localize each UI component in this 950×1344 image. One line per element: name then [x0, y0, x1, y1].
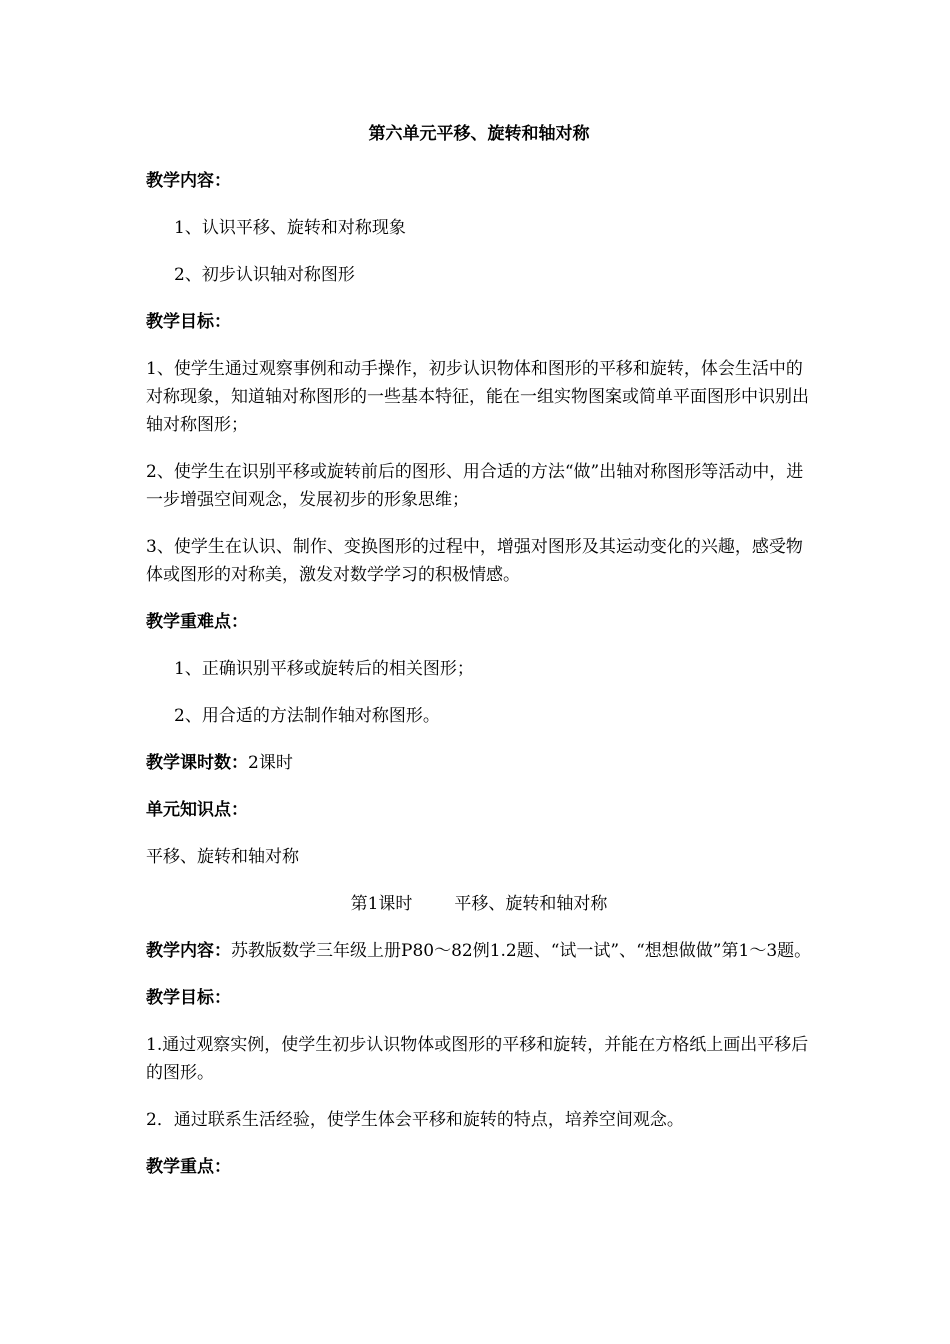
class-hours-value: 2课时 [248, 753, 293, 773]
lesson-content-text: 苏教版数学三年级上册P80～82例1.2题、“试一试”、“想想做做”第1～3题。 [231, 941, 812, 961]
section-heading-key-points: 教学重难点： [146, 612, 248, 632]
lesson-goal-1: 1.通过观察实例，使学生初步认识物体或图形的平移和旋转，并能在方格纸上画出平移后的图形。 [146, 1035, 809, 1083]
lesson-goal-2: 2．通过联系生活经验，使学生体会平移和旋转的特点，培养空间观念。 [146, 1110, 684, 1130]
section-heading-content: 教学内容： [146, 171, 231, 191]
lesson-content-line [146, 937, 812, 965]
lesson-title [146, 890, 812, 918]
lesson-key-heading: 教学重点： [146, 1157, 231, 1177]
key-point-item-2: 2、用合适的方法制作轴对称图形。 [174, 706, 440, 726]
content-item-2: 2、初步认识轴对称图形 [174, 265, 355, 285]
document-title: 第六单元平移、旋转和轴对称 [368, 124, 590, 144]
knowledge-text: 平移、旋转和轴对称 [146, 847, 299, 867]
lesson-goals-heading: 教学目标： [146, 988, 231, 1008]
key-point-item-1: 1、正确识别平移或旋转后的相关图形； [174, 659, 474, 679]
section-heading-knowledge: 单元知识点： [146, 800, 248, 820]
goal-paragraph-3: 3、使学生在认识、制作、变换图形的过程中，增强对图形及其运动变化的兴趣，感受物体或图形的对称美，激发对数学学习的积极情感。 [146, 537, 803, 585]
lesson-number: 第1课时 [350, 894, 413, 914]
class-hours-line [146, 749, 812, 777]
goal-paragraph-1: 1、使学生通过观察事例和动手操作，初步认识物体和图形的平移和旋转，体会生活中的对称现象，知道轴对称图形的一些基本特征，能在一组实物图案或简单平面图形中识别出轴对称图形； [146, 359, 809, 435]
goal-paragraph-2: 2、使学生在识别平移或旋转前后的图形、用合适的方法“做”出轴对称图形等活动中，进一步增强空间观念，发展初步的形象思维； [146, 462, 804, 510]
content-item-1: 1、认识平移、旋转和对称现象 [174, 218, 406, 238]
document-page [146, 120, 812, 1200]
lesson-name: 平移、旋转和轴对称 [454, 894, 608, 914]
section-heading-goals: 教学目标： [146, 312, 231, 332]
class-hours-label: 教学课时数： [146, 753, 248, 773]
lesson-content-label: 教学内容： [146, 941, 231, 961]
